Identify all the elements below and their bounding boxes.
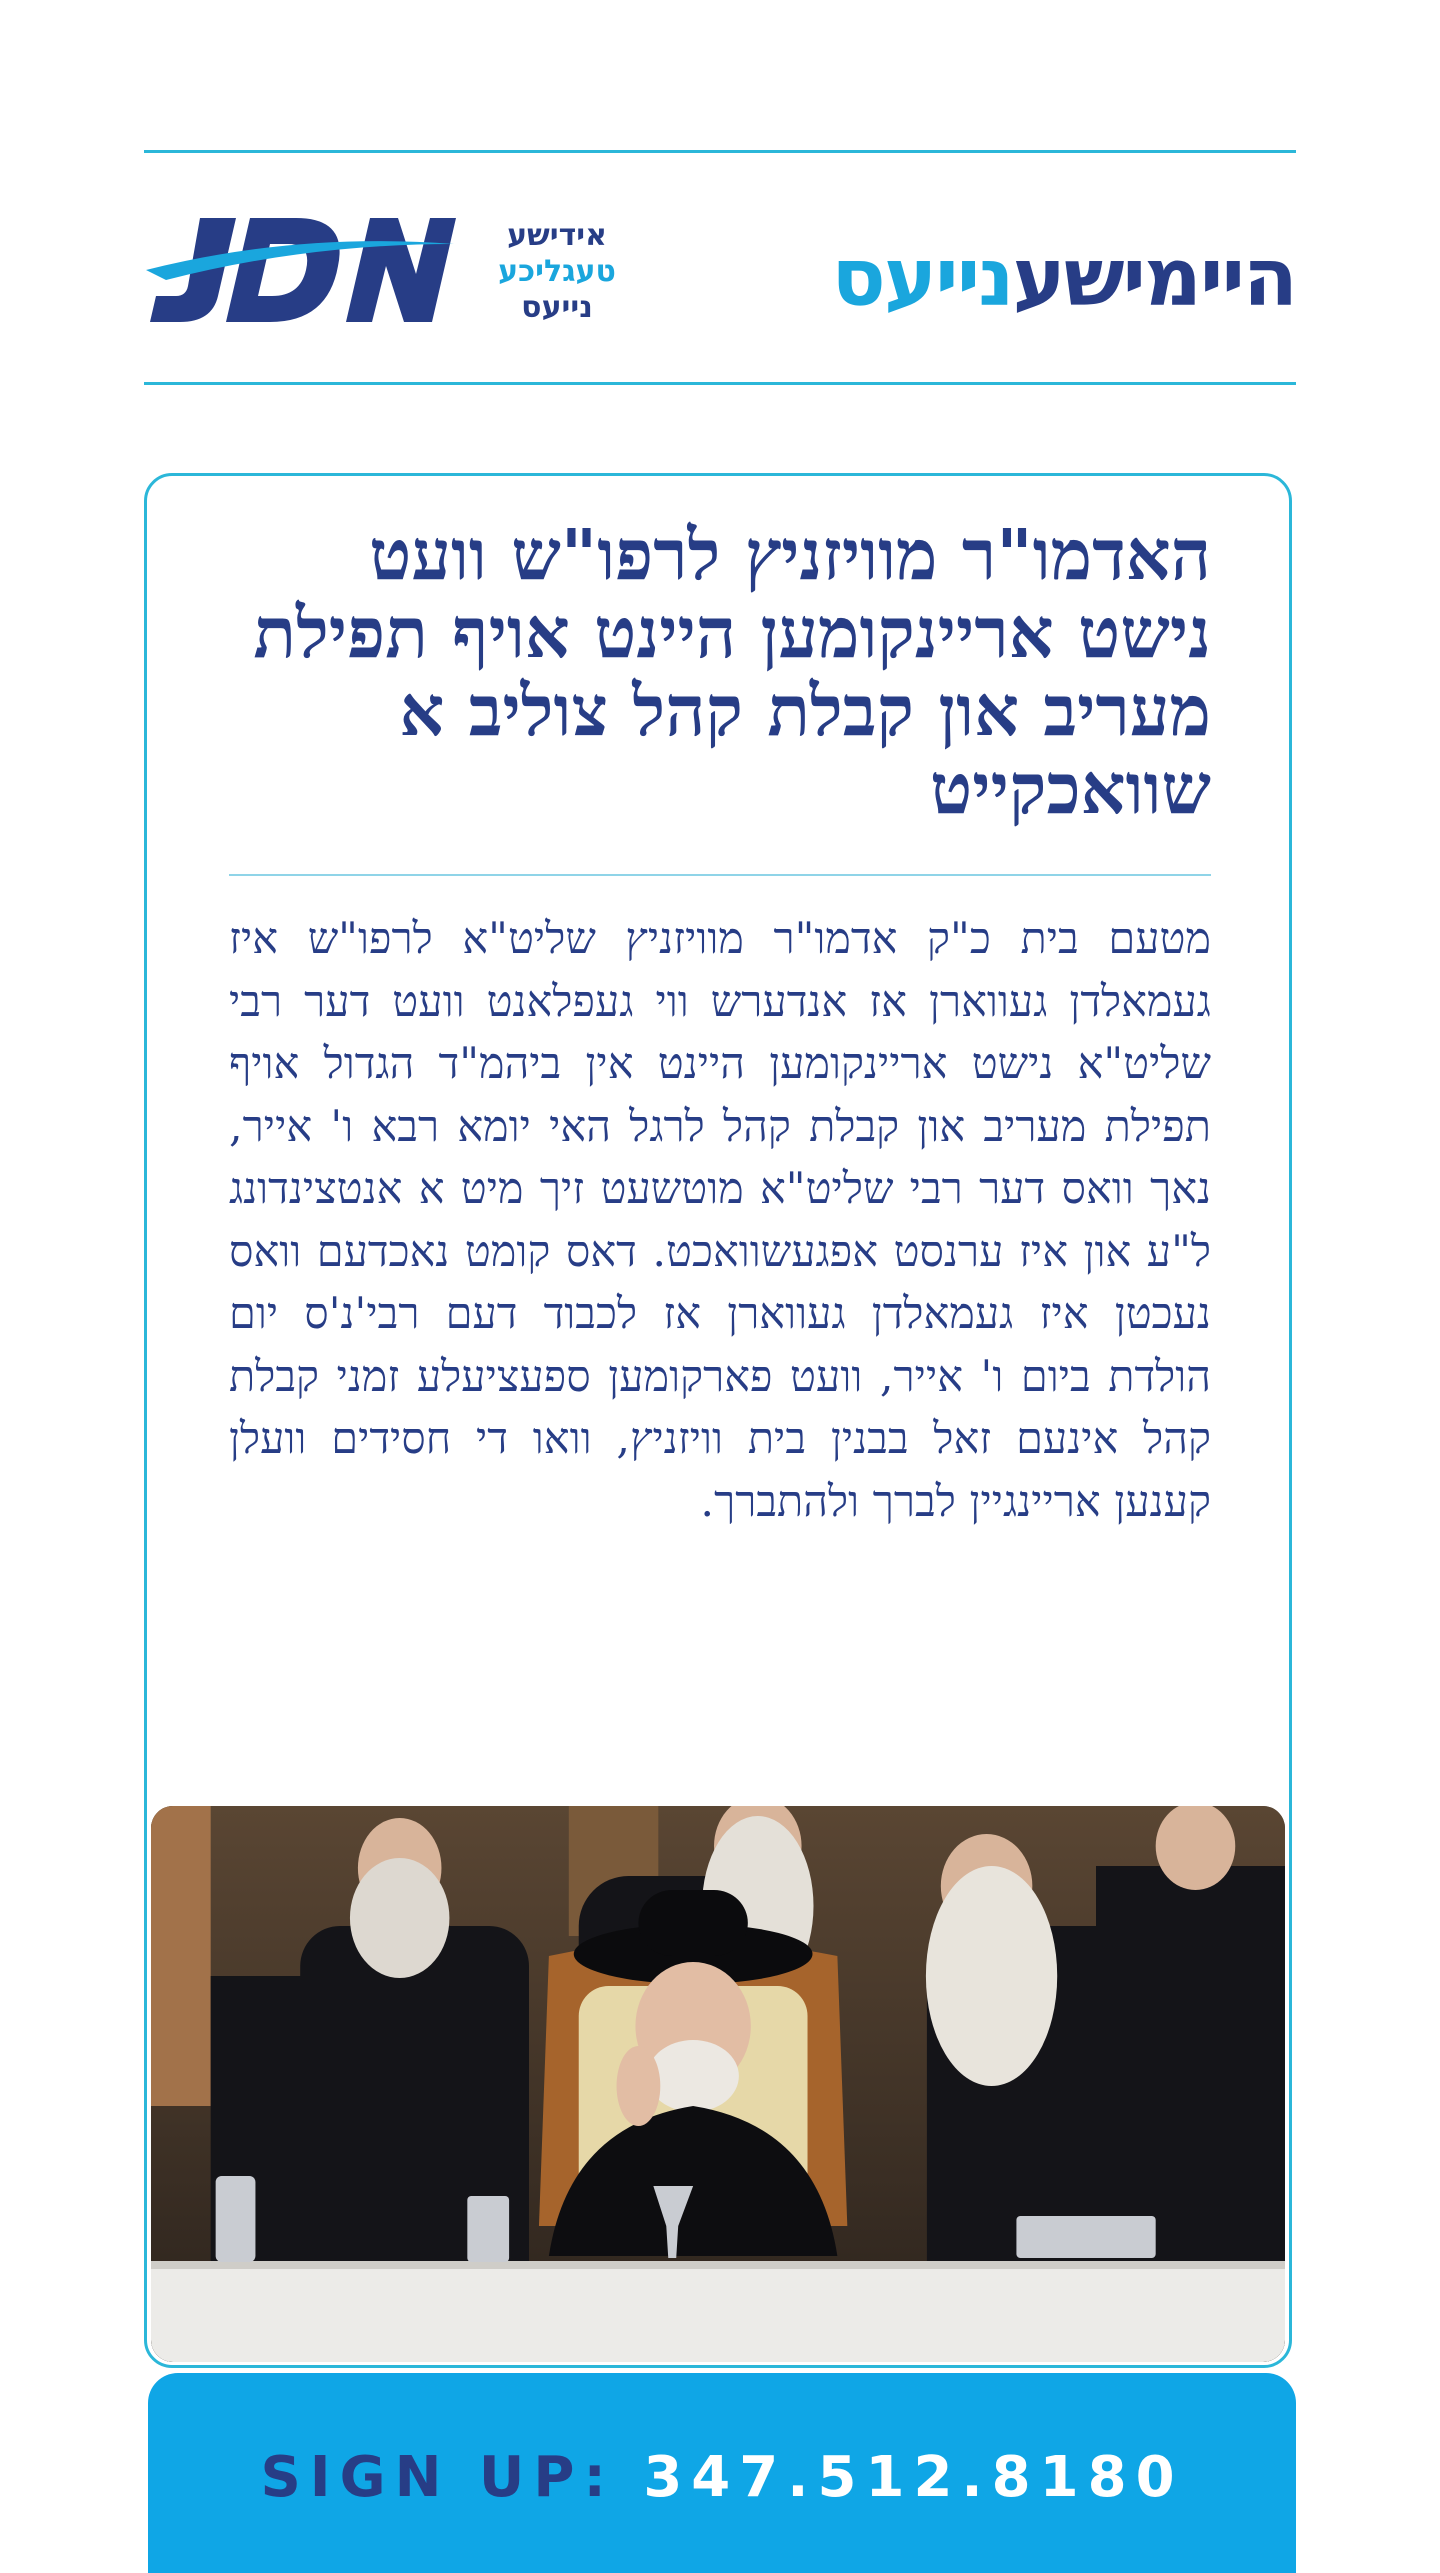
signup-bar[interactable] xyxy=(148,2373,1296,2573)
logo-word-neies: נייעס xyxy=(831,231,1013,324)
signup-label: SIGN UP: xyxy=(260,2445,615,2510)
headline-divider xyxy=(229,874,1211,876)
logo-word-heimishe: היימישע xyxy=(1012,231,1296,324)
signup-text xyxy=(148,2445,1296,2510)
article-photo xyxy=(151,1806,1285,2362)
article-card xyxy=(144,473,1292,2368)
jdn-tagline-line-1: אידישע xyxy=(507,218,607,253)
jdn-logo xyxy=(146,210,456,336)
signup-phone-number[interactable]: 347.512.8180 xyxy=(643,2445,1184,2510)
header-bottom-divider xyxy=(144,382,1296,385)
jdn-tagline xyxy=(472,218,642,326)
article-body: מטעם בית כ"ק אדמו"ר מוויזניץ שליט"א לרפו"ש איז געמאלדן געווארן אז אנדערש ווי געפלאנט וועט דער רבי שליט"א נישט אריינקומען היינט אין ביהמ"ד הגדול אויף תפילת מעריב און קבלת קהל לרגל האי יומא רבא ו' אייר, נאך וואס דער רבי שליט"א מוטשעט זיך מיט א אנטצינדונג ל"ע און איז ערנסט אפגעשוואכט. דאס קומט נאכדעם וואס נעכטן איז געמאלדן געווארן אז לכבוד דעם רבי'נ'ס יום הולדת ביום ו' אייר, וועט פארקומען ספעציעלע זמני קבלת קהל אינעם זאל בבנין בית וויזניץ, וואו די חסידים וועלן קענען אריינגיין לברך ולהתברך. xyxy=(229,914,1211,1527)
heimishe-neies-logo xyxy=(832,228,1296,328)
top-divider-line xyxy=(144,150,1296,153)
jdn-logo-block xyxy=(146,210,646,340)
jdn-tagline-line-3: נייעס xyxy=(521,290,593,325)
article-headline: האדמו"ר מוויזניץ לרפו"ש וועט נישט אריינקומען היינט אויף תפילת מעריב און קבלת קהל צוליב א שוואכקייט xyxy=(253,513,1211,830)
jdn-tagline-line-2: טעגליכע xyxy=(498,254,616,289)
